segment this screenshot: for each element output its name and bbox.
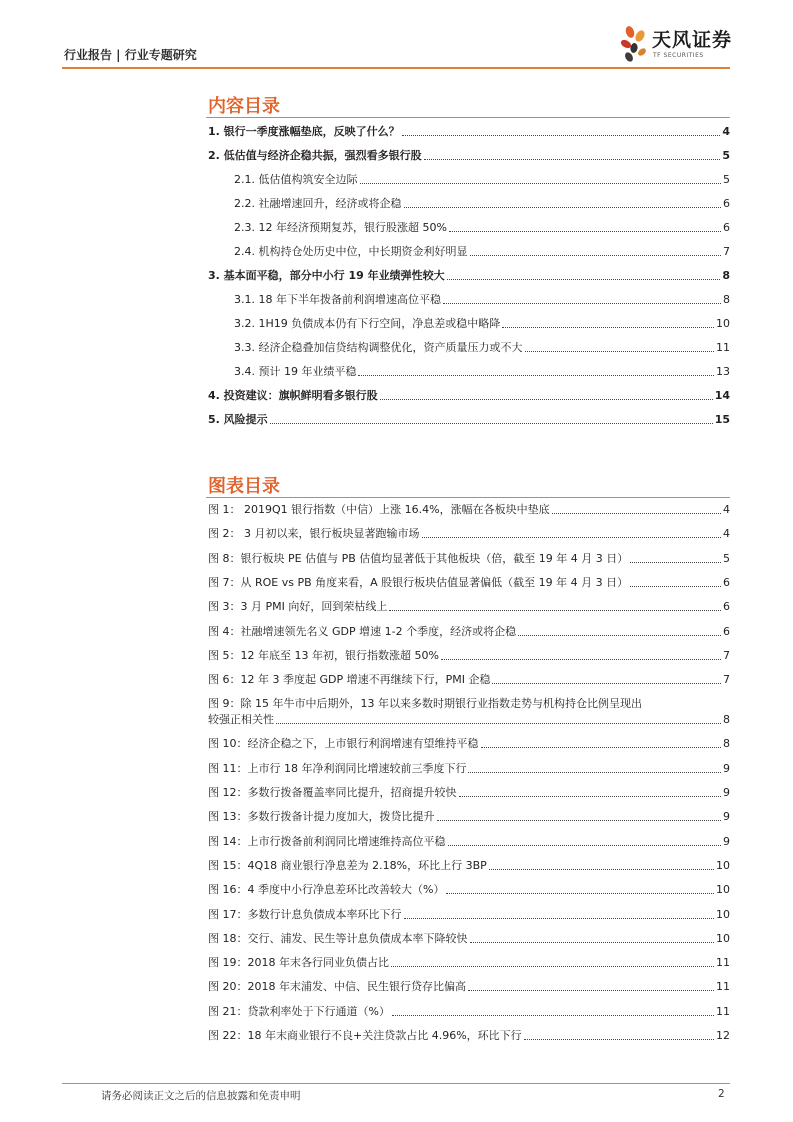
- dot-leader: [270, 423, 713, 424]
- dot-leader: [392, 1015, 714, 1016]
- toc-entry[interactable]: [234, 197, 730, 211]
- figures-entry-page: 9: [723, 810, 730, 824]
- figures-entry-text: 图 7：从 ROE vs PB 角度来看，A 股银行板块估值显著偏低（截至 19 年 4 月 3 日）: [208, 575, 629, 589]
- figures-entry[interactable]: [208, 786, 730, 800]
- toc-entry-page: 6: [723, 197, 730, 210]
- figures-entry-page: 10: [716, 907, 730, 921]
- dot-leader: [449, 231, 721, 232]
- dot-leader: [448, 845, 722, 846]
- figures-entry[interactable]: [208, 649, 730, 663]
- figures-entry-page: 9: [723, 761, 730, 775]
- dot-leader: [468, 772, 721, 773]
- toc-entry-text: 2.1. 低估值构筑安全边际: [234, 173, 358, 186]
- toc-entry-page: 8: [722, 269, 730, 282]
- figures-entry-page: 9: [723, 834, 730, 848]
- figures-entry[interactable]: [208, 552, 730, 566]
- figures-entry-page: 12: [716, 1029, 730, 1042]
- toc-entry-page: 15: [714, 413, 730, 426]
- toc-entry[interactable]: [234, 245, 730, 259]
- company-logo: [620, 24, 732, 66]
- toc-entry-page: 5: [722, 149, 730, 162]
- figures-entry[interactable]: [208, 737, 730, 751]
- toc-entry-text: 3.1. 18 年下半年拨备前利润增速高位平稳: [234, 293, 441, 306]
- toc-entry-page: 10: [716, 317, 730, 330]
- toc-entry[interactable]: [208, 125, 730, 139]
- figures-entry-page: 10: [716, 931, 730, 945]
- toc-entry-text: 4. 投资建议：旗帜鲜明看多银行股: [208, 389, 378, 402]
- figures-title: 图表目录: [208, 476, 280, 497]
- toc-entry-page: 8: [723, 293, 730, 306]
- figures-entry-page: 11: [716, 956, 730, 970]
- figures-entry-text: 图 21：贷款利率处于下行通道（%）: [208, 1004, 390, 1018]
- figures-entry-page: 11: [716, 1004, 730, 1018]
- toc-entry-text: 2. 低估值与经济企稳共振，强烈看多银行股: [208, 149, 422, 162]
- figures-entry[interactable]: [208, 956, 730, 970]
- dot-leader: [441, 659, 721, 660]
- figures-entry-page: 9: [723, 786, 730, 799]
- figures-entry[interactable]: [208, 859, 730, 873]
- figures-entry-page: 7: [723, 648, 730, 662]
- figures-entry[interactable]: [208, 1029, 730, 1043]
- figures-entry[interactable]: [208, 527, 730, 541]
- figures-title-divider: [206, 497, 730, 498]
- figures-entry-text: 图 4：社融增速领先名义 GDP 增速 1-2 个季度，经济或将企稳: [208, 624, 517, 638]
- dot-leader: [518, 635, 721, 636]
- figures-entry-page: 6: [723, 624, 730, 638]
- dot-leader: [424, 159, 721, 160]
- toc-entry[interactable]: [234, 221, 730, 235]
- dot-leader: [489, 869, 714, 870]
- toc-title: 内容目录: [208, 96, 280, 117]
- figures-entry[interactable]: [208, 673, 730, 687]
- figures-entry-page: 6: [723, 600, 730, 614]
- dot-leader: [276, 723, 721, 724]
- dot-leader: [630, 562, 721, 563]
- figures-entry[interactable]: [208, 713, 730, 727]
- page-number: 2: [718, 1088, 725, 1100]
- dot-leader: [380, 399, 713, 400]
- dot-leader: [391, 966, 714, 967]
- figures-entry-text: 图 15：4Q18 商业银行净息差为 2.18%，环比上行 3BP: [208, 858, 487, 872]
- figures-entry[interactable]: [208, 908, 730, 922]
- figures-entry[interactable]: [208, 625, 730, 639]
- dot-leader: [358, 375, 714, 376]
- figures-entry-text: 图 11：上市行 18 年净利润同比增速较前三季度下行: [208, 761, 467, 775]
- figures-entry-page: 7: [723, 673, 730, 687]
- toc-entry-text: 3.4. 预计 19 年业绩平稳: [234, 365, 357, 378]
- figures-entry-text: 图 5：12 年底至 13 年初，银行指数涨超 50%: [208, 648, 439, 662]
- figures-entry-text: 图 16：4 季度中小行净息差环比改善较大（%）: [208, 883, 445, 897]
- dot-leader: [524, 1039, 714, 1040]
- dot-leader: [468, 990, 714, 991]
- dot-leader: [402, 135, 721, 136]
- toc-title-divider: [206, 117, 730, 118]
- toc-entry-page: 4: [722, 125, 730, 138]
- toc-entry-text: 1. 银行一季度涨幅垫底，反映了什么？: [208, 125, 400, 138]
- dot-leader: [525, 351, 715, 352]
- toc-entry-text: 5. 风险提示: [208, 413, 268, 426]
- figures-entry-page: 4: [723, 527, 730, 541]
- toc-entry[interactable]: [208, 389, 730, 403]
- dot-leader: [502, 327, 714, 328]
- figures-entry[interactable]: [208, 932, 730, 946]
- figures-entry[interactable]: [208, 835, 730, 849]
- dot-leader: [389, 610, 721, 611]
- figures-entry-text: 图 2： 3 月初以来，银行板块显著跑输市场: [208, 527, 420, 541]
- dot-leader: [492, 683, 721, 684]
- figures-entry[interactable]: [208, 883, 730, 897]
- figures-entry-page: 10: [716, 858, 730, 872]
- toc-entry-page: 7: [723, 245, 730, 258]
- toc-entry[interactable]: [208, 149, 730, 163]
- figures-entry[interactable]: [208, 1005, 730, 1019]
- figures-entry-text: 图 17：多数行计息负债成本率环比下行: [208, 907, 402, 921]
- dot-leader: [446, 893, 714, 894]
- figures-entry[interactable]: [208, 980, 730, 994]
- figures-entry-text: 图 10：经济企稳之下，上市银行利润增速有望维持平稳: [208, 737, 479, 751]
- toc-entry-page: 11: [716, 341, 730, 354]
- flower-logo-icon: [620, 24, 652, 66]
- dot-leader: [360, 183, 722, 184]
- toc-entry[interactable]: [234, 317, 730, 331]
- figures-entry[interactable]: [208, 762, 730, 776]
- figures-entry-text: 图 12：多数行拨备覆盖率同比提升，招商提升较快: [208, 786, 457, 799]
- toc-entry[interactable]: [234, 293, 730, 307]
- header-divider: [62, 67, 730, 69]
- figures-entry-text: 图 19：2018 年末各行同业负债占比: [208, 956, 389, 970]
- figures-entry-text: 图 18：交行、浦发、民生等计息负债成本率下降较快: [208, 931, 468, 945]
- toc-entry-page: 14: [714, 389, 730, 402]
- toc-entry-text: 2.2. 社融增速回升，经济或将企稳: [234, 197, 402, 210]
- figures-entry-page: 11: [716, 980, 730, 994]
- figures-entry-text: 图 8：银行板块 PE 估值与 PB 估值均显著低于其他板块（倍，截至 19 年 4 月 3 日）: [208, 551, 629, 565]
- dot-leader: [422, 537, 722, 538]
- figures-entry[interactable]: [208, 600, 730, 614]
- toc-entry[interactable]: [234, 173, 730, 187]
- logo-en-text: TF SECURITIES: [653, 52, 704, 59]
- figures-entry-text: 图 20：2018 年末浦发、中信、民生银行贷存比偏高: [208, 980, 466, 994]
- dot-leader: [447, 279, 721, 280]
- toc-entry-text: 3.2. 1H19 负债成本仍有下行空间，净息差或稳中略降: [234, 317, 501, 330]
- toc-entry-page: 5: [723, 173, 730, 186]
- figures-entry[interactable]: [208, 576, 730, 590]
- dot-leader: [443, 303, 721, 304]
- toc-entry-text: 2.4. 机构持仓处历史中位，中长期资金利好明显: [234, 245, 468, 258]
- figures-entry-text: 图 22：18 年末商业银行不良+关注贷款占比 4.96%，环比下行: [208, 1029, 522, 1042]
- logo-cn-text: 天风证券: [652, 29, 733, 51]
- toc-entry-text: 2.3. 12 年经济预期复苏，银行股涨超 50%: [234, 221, 447, 234]
- figures-entry-text: 图 13：多数行拨备计提力度加大，拨贷比提升: [208, 810, 435, 824]
- dot-leader: [470, 942, 715, 943]
- dot-leader: [404, 918, 715, 919]
- figures-entry-text: 较强正相关性: [208, 713, 274, 727]
- dot-leader: [404, 207, 722, 208]
- footer-divider: [62, 1083, 730, 1084]
- figures-entry[interactable]: [208, 810, 730, 824]
- figures-entry-page: 8: [723, 713, 730, 727]
- toc-entry-page: 6: [723, 221, 730, 234]
- figures-entry-line1[interactable]: 图 9：除 15 年牛市中后期外，13 年以来多数时期银行业指数走势与机构持仓比例呈现出: [208, 697, 642, 711]
- dot-leader: [470, 255, 722, 256]
- figures-entry-page: 10: [716, 883, 730, 897]
- dot-leader: [481, 747, 722, 748]
- footer-disclaimer: 请务必阅读正文之后的信息披露和免责申明: [101, 1090, 301, 1102]
- figures-entry-page: 8: [723, 737, 730, 751]
- figures-entry-text: 图 3：3 月 PMI 向好，回到荣枯线上: [208, 600, 388, 614]
- dot-leader: [552, 513, 721, 514]
- figures-entry-page: 6: [723, 575, 730, 589]
- toc-entry-page: 13: [716, 365, 730, 378]
- figures-entry-page: 5: [723, 551, 730, 565]
- dot-leader: [437, 820, 722, 821]
- figures-entry-text: 图 6：12 年 3 季度起 GDP 增速不再继续下行，PMI 企稳: [208, 673, 491, 687]
- figures-entry[interactable]: [208, 503, 730, 517]
- figures-entry-text: 图 14：上市行拨备前利润同比增速维持高位平稳: [208, 834, 446, 848]
- toc-entry-text: 3. 基本面平稳，部分中小行 19 年业绩弹性较大: [208, 269, 445, 282]
- dot-leader: [459, 796, 722, 797]
- figures-entry-text: 图 1： 2019Q1 银行指数（中信）上涨 16.4%，涨幅在各板块中垫底: [208, 503, 550, 516]
- figures-entry-page: 4: [723, 503, 730, 516]
- toc-entry[interactable]: [208, 413, 730, 427]
- toc-entry[interactable]: [208, 269, 730, 283]
- dot-leader: [630, 586, 721, 587]
- report-type: 行业报告 | 行业专题研究: [64, 48, 197, 62]
- toc-entry[interactable]: [234, 365, 730, 379]
- toc-entry-text: 3.3. 经济企稳叠加信贷结构调整优化，资产质量压力或不大: [234, 341, 523, 354]
- toc-entry[interactable]: [234, 341, 730, 355]
